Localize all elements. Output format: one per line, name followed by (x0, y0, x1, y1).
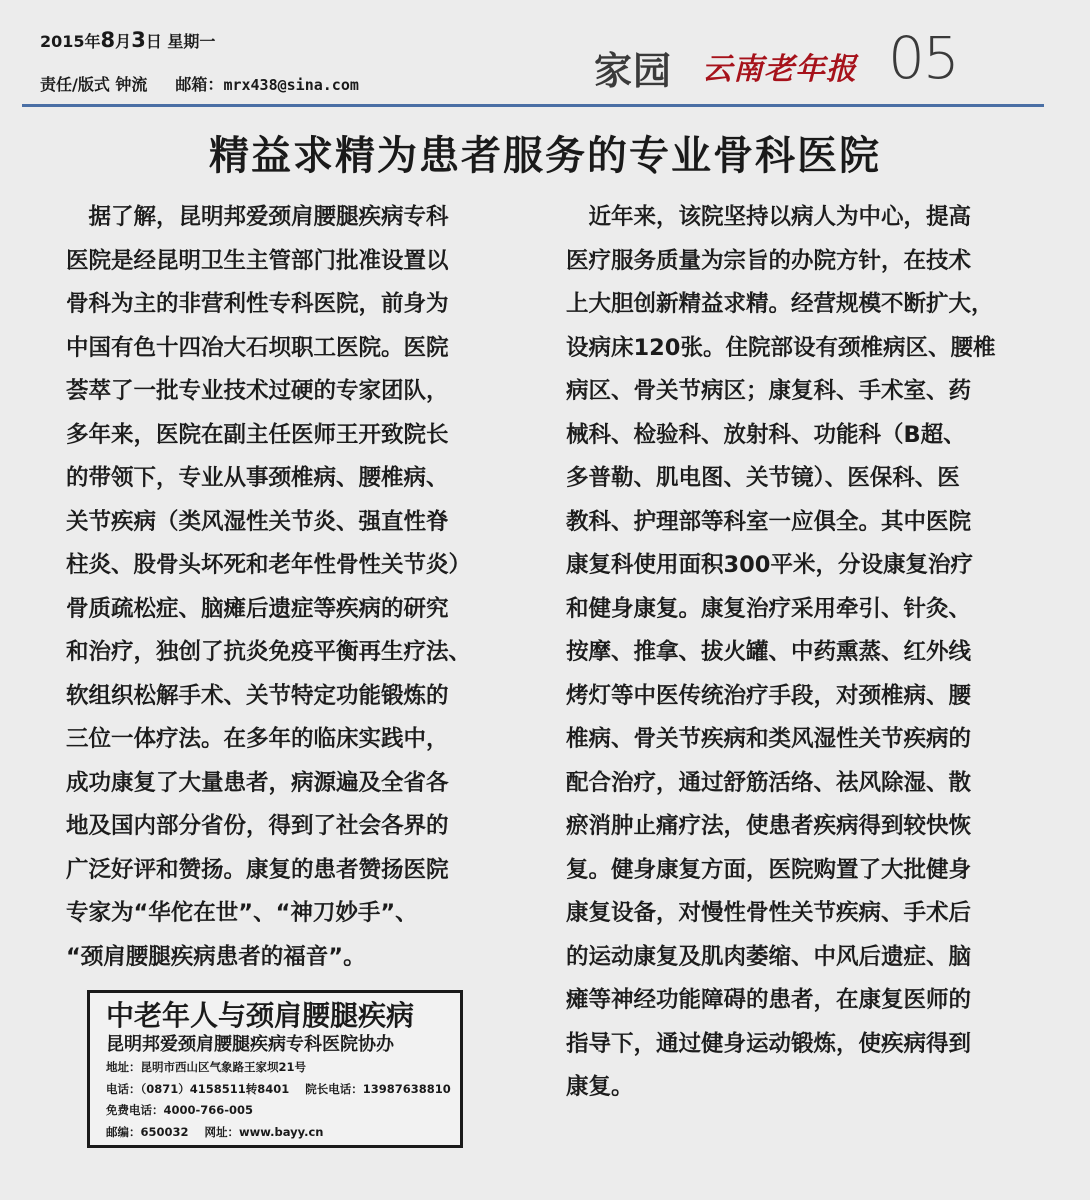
article-line: 械科、检验科、放射科、功能科（B超、 (566, 421, 966, 448)
article-line: 专家为“华佗在世”、“神刀妙手”、 (66, 900, 418, 926)
article-line: 关节疾病（类风湿性关节炎、强直性脊 (66, 508, 449, 535)
article-line: “颈肩腰腿疾病患者的福音”。 (66, 943, 366, 970)
date-day: 3 (131, 28, 146, 52)
info-dean-phone: 院长电话：13987638810 (305, 1081, 451, 1096)
info-free-phone: 免费电话：4000-766-005 (106, 1103, 254, 1117)
article-line: 和治疗，独创了抗炎免疫平衡再生疗法、 (66, 639, 472, 665)
article-line: 按摩、推拿、拔火罐、中药熏蒸、红外线 (566, 639, 972, 665)
page-number: 05 (888, 24, 958, 92)
article-line: 设病床120张。住院部设有颈椎病区、腰椎 (566, 334, 996, 361)
article-line: 和健身康复。康复治疗采用牵引、针灸、 (566, 595, 972, 622)
article-line: 地及国内部分省份，得到了社会各界的 (66, 813, 449, 839)
article-line: 病区、骨关节病区；康复科、手术室、药 (566, 378, 972, 404)
article-line: 的运动康复及肌肉萎缩、中风后遗症、脑 (566, 943, 972, 970)
section-name: 家园 (594, 49, 673, 93)
info-phone: 电话：（0871）4158511转8401 (106, 1081, 290, 1096)
article-line: 康复科使用面积300平米，分设康复治疗 (566, 552, 973, 578)
date-day-unit: 日 (145, 32, 162, 51)
email-label: 邮箱： (175, 75, 224, 94)
article-line: 软组织松解手术、关节特定功能锻炼的 (66, 682, 449, 709)
sponsor-info-box (87, 990, 463, 1148)
article-line: 复。健身康复方面，医院购置了大批健身 (566, 856, 972, 883)
article-column-left (66, 196, 526, 979)
article-line: 成功康复了大量患者，病源遍及全省各 (66, 769, 449, 796)
article-line: 多年来，医院在副主任医师王开致院长 (66, 421, 449, 448)
info-contact (106, 1122, 450, 1144)
article-line: 中国有色十四冶大石坝职工医院。医院 (66, 334, 449, 361)
article-line: 瘀消肿止痛疗法，使患者疾病得到较快恢 (566, 813, 972, 839)
article-line: 医院是经昆明卫生主管部门批准设置以 (66, 247, 449, 274)
date-weekday: 星期一 (167, 32, 216, 51)
article-column-right (566, 196, 1046, 1110)
article-line: 的带领下，专业从事颈椎病、腰椎病、 (66, 465, 449, 491)
issue-date (40, 28, 215, 52)
article-line: 近年来，该院坚持以病人为中心，提高 (566, 204, 972, 230)
article-line: 柱炎、股骨头坏死和老年性骨性关节炎） (66, 552, 472, 578)
date-year: 2015年 (40, 32, 101, 51)
article-line: 椎病、骨关节疾病和类风湿性关节疾病的 (566, 726, 972, 752)
article-line: 三位一体疗法。在多年的临床实践中， (66, 726, 449, 752)
editor-line (40, 72, 359, 95)
info-address: 地址：昆明市西山区气象路王家坝21号 (106, 1060, 307, 1074)
info-postcode: 邮编：650032 (106, 1124, 189, 1139)
article-line: 据了解，昆明邦爱颈肩腰腿疾病专科 (66, 204, 449, 230)
info-box-subtitle: 昆明邦爱颈肩腰腿疾病专科医院协办 (106, 1034, 394, 1055)
info-phones (106, 1079, 450, 1101)
article-line: 骨科为主的非营利性专科医院，前身为 (66, 291, 449, 317)
article-line: 康复设备，对慢性骨性关节疾病、手术后 (566, 900, 972, 926)
editor-name: 责任/版式 钟流 (40, 75, 148, 94)
article-line: 广泛好评和赞扬。康复的患者赞扬医院 (66, 856, 449, 883)
article-line: 医疗服务质量为宗旨的办院方针，在技术 (566, 247, 972, 274)
info-website: 网址：www.bayy.cn (204, 1124, 324, 1139)
header-rule (22, 104, 1044, 107)
article-line: 多普勒、肌电图、关节镜）、医保科、医 (566, 465, 960, 491)
article-line: 配合治疗，通过舒筋活络、祛风除湿、散 (566, 769, 972, 796)
article-headline: 精益求精为患者服务的专业骨科医院 (209, 133, 881, 179)
email-address: mrx438@sina.com (223, 76, 359, 94)
newspaper-logo: 云南老年报 (702, 52, 857, 87)
article-line: 荟萃了一批专业技术过硬的专家团队， (66, 378, 449, 404)
article-line: 康复。 (566, 1074, 634, 1100)
article-line: 教科、护理部等科室一应俱全。其中医院 (566, 508, 972, 535)
info-box-title: 中老年人与颈肩腰腿疾病 (106, 999, 415, 1032)
article-line: 瘫等神经功能障碍的患者，在康复医师的 (566, 987, 972, 1013)
article-line: 上大胆创新精益求精。经营规模不断扩大， (566, 291, 994, 317)
article-line: 骨质疏松症、脑瘫后遗症等疾病的研究 (66, 595, 449, 622)
date-month-unit: 月 (115, 32, 132, 51)
date-month: 8 (100, 28, 116, 52)
article-line: 指导下，通过健身运动锻炼，使疾病得到 (566, 1030, 972, 1057)
article-line: 烤灯等中医传统治疗手段，对颈椎病、腰 (566, 682, 972, 709)
